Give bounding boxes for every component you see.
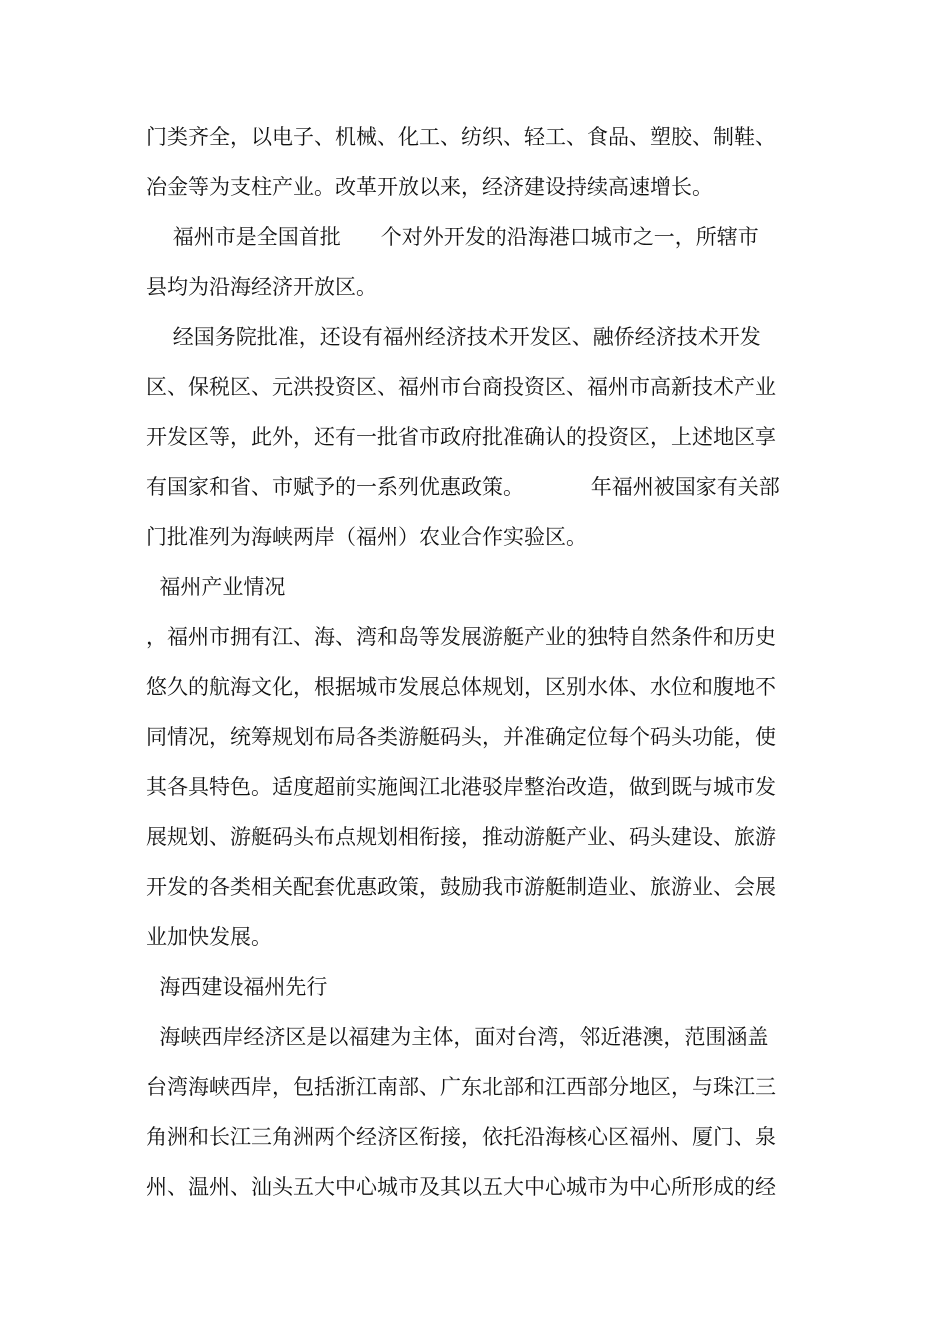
text-line: 福州市是全国首批 个对外开发的沿海港口城市之一，所辖市 [146,225,759,249]
section-heading: 福州产业情况 [146,575,286,599]
text-line: 角洲和长江三角洲两个经济区衔接，依托沿海核心区福州、厦门、泉 [146,1125,776,1149]
text-line: 区、保税区、元洪投资区、福州市台商投资区、福州市高新技术产业 [146,375,776,399]
text-line: 其各具特色。适度超前实施闽江北港驳岸整治改造，做到既与城市发 [146,775,776,799]
text-line: 门类齐全，以电子、机械、化工、纺织、轻工、食品、塑胶、制鞋、 [146,125,776,149]
text-line: 经国务院批准，还设有福州经济技术开发区、融侨经济技术开发 [146,325,761,349]
text-line: 有国家和省、市赋予的一系列优惠政策。 年福州被国家有关部 [146,475,780,499]
text-line: 开发区等，此外，还有一批省市政府批准确认的投资区，上述地区享 [146,425,776,449]
section-heading: 海西建设福州先行 [146,975,328,999]
text-line: 开发的各类相关配套优惠政策，鼓励我市游艇制造业、旅游业、会展 [146,875,776,899]
text-line: 悠久的航海文化，根据城市发展总体规划，区别水体、水位和腹地不 [146,675,776,699]
text-line: 业加快发展。 [146,925,272,949]
text-line: 州、温州、汕头五大中心城市及其以五大中心城市为中心所形成的经 [146,1175,776,1199]
text-line: 冶金等为支柱产业。改革开放以来，经济建设持续高速增长。 [146,175,713,199]
text-line: 门批准列为海峡两岸（福州）农业合作实验区。 [146,525,587,549]
text-line: 同情况，统筹规划布局各类游艇码头，并准确定位每个码头功能，使 [146,725,776,749]
text-line: 县均为沿海经济开放区。 [146,275,377,299]
text-line: 展规划、游艇码头布点规划相衔接，推动游艇产业、码头建设、旅游 [146,825,776,849]
text-line: 海峡西岸经济区是以福建为主体，面对台湾，邻近港澳，范围涵盖 [146,1025,769,1049]
document-body [146,112,806,1212]
text-line: ，福州市拥有江、海、湾和岛等发展游艇产业的独特自然条件和历史 [146,625,776,649]
text-line: 台湾海峡西岸，包括浙江南部、广东北部和江西部分地区，与珠江三 [146,1075,776,1099]
